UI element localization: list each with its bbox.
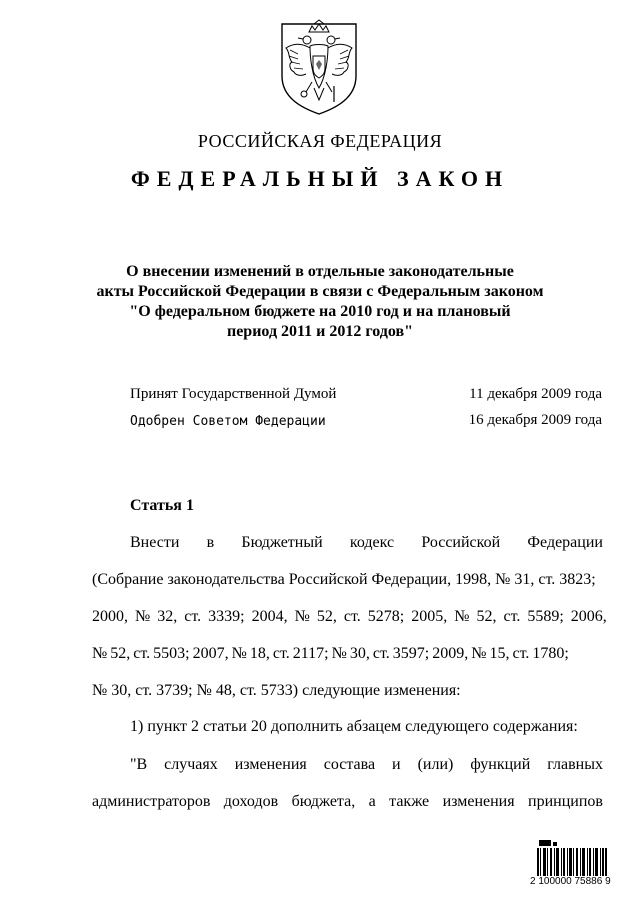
body-line-2: (Собрание законодательства Российской Федерации, 1998, № 31, ст. 3823; [92, 571, 596, 588]
document-type-title: ФЕДЕРАЛЬНЫЙ ЗАКОН [130, 166, 510, 191]
word: состава [323, 756, 376, 773]
quote-line-1 [130, 756, 603, 774]
word: также [389, 793, 430, 810]
word: случаях [164, 756, 218, 773]
word: (или) [417, 756, 454, 773]
duma-adoption-label: Принят Государственной Думой [130, 386, 337, 402]
word: изменения [442, 793, 515, 810]
duma-adoption-date: 11 декабря 2009 года [469, 386, 602, 402]
council-approval-date: 16 декабря 2009 года [468, 412, 602, 428]
coat-of-arms-emblem [276, 18, 362, 116]
country-name: РОССИЙСКАЯ ФЕДЕРАЦИЯ [197, 131, 443, 151]
word: в [206, 534, 215, 551]
body-line-4: № 52, ст. 5503; 2007, № 18, ст. 2117; № 30, ст. 3597; 2009, № 15, ст. 1780; [92, 645, 569, 662]
item-1-text: 1) пункт 2 статьи 20 дополнить абзацем следующего содержания: [130, 718, 578, 735]
word: администраторов [92, 793, 211, 810]
quote-line-2 [92, 793, 603, 811]
word: бюджета, [291, 793, 356, 810]
subject-line-1: О внесении изменений в отдельные законодательные [126, 263, 514, 280]
word: Российской [421, 534, 501, 551]
law-subject-title [0, 262, 640, 342]
body-line-5: № 30, ст. 3739; № 48, ст. 5733) следующие изменения: [92, 682, 461, 699]
word: функций [470, 756, 531, 773]
word: Бюджетный [241, 534, 323, 551]
word: принципов [528, 793, 603, 810]
barcode-icon [537, 840, 607, 876]
word: а [368, 793, 376, 810]
word: доходов [223, 793, 279, 810]
barcode-number: 2 100000 75886 9 [530, 876, 611, 887]
word: Федерации [527, 534, 603, 551]
word: "В [130, 756, 148, 773]
council-approval-label: Одобрен Советом Федерации [130, 414, 326, 429]
word: главных [547, 756, 603, 773]
word: Внести [130, 534, 180, 551]
body-line-3: 2000, № 32, ст. 3339; 2004, № 52, ст. 5278; 2005, № 52, ст. 5589; 2006, [92, 608, 607, 625]
word: кодекс [349, 534, 395, 551]
word: изменения [234, 756, 307, 773]
subject-line-3: "О федеральном бюджете на 2010 год и на плановый [129, 303, 511, 320]
subject-line-4: период 2011 и 2012 годов" [226, 323, 414, 340]
body-line-1 [130, 534, 603, 552]
subject-line-2: акты Российской Федерации в связи с Федеральным законом [96, 283, 544, 300]
word: и [392, 756, 401, 773]
article-heading: Статья 1 [130, 497, 194, 514]
